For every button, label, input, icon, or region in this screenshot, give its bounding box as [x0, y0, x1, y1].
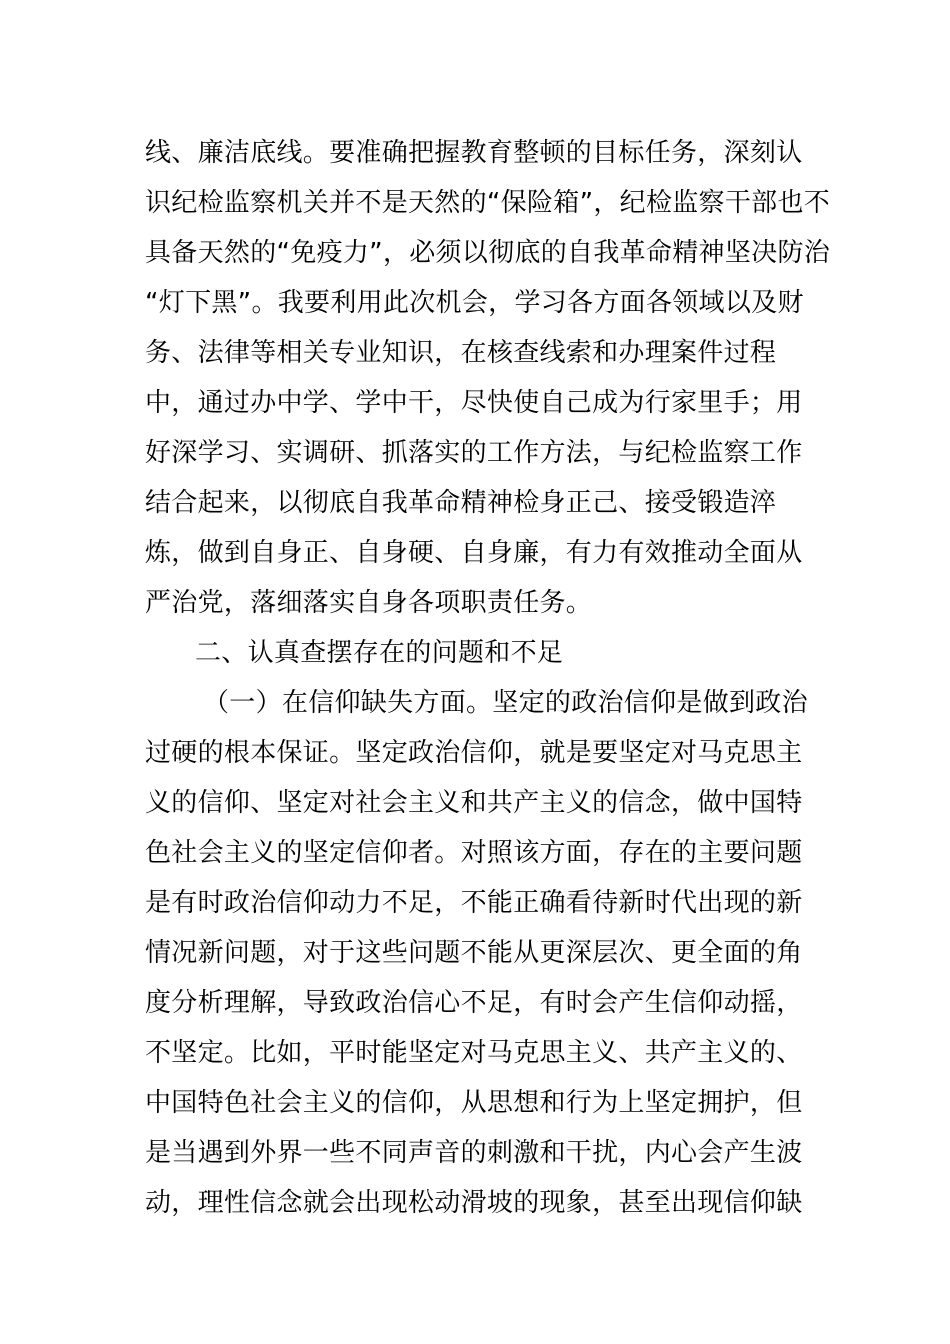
- text-line: 情况新问题，对于这些问题不能从更深层次、更全面的角: [145, 938, 803, 968]
- text-line: 义的信仰、坚定对社会主义和共产主义的信念，做中国特: [145, 788, 803, 818]
- section-heading: 二、认真查摆存在的问题和不足: [195, 638, 564, 668]
- text-line: 好深学习、实调研、抓落实的工作方法，与纪检监察工作: [145, 438, 803, 468]
- subsection-first-line: （一）在信仰缺失方面。坚定的政治信仰是做到政治: [203, 688, 808, 718]
- text-line: “灯下黑”。我要利用此次机会，学习各方面各领域以及财: [145, 288, 804, 318]
- text-line: 识纪检监察机关并不是天然的“保险箱”，纪检监察干部也不: [145, 188, 831, 218]
- text-line: 不坚定。比如，平时能坚定对马克思主义、共产主义的、: [145, 1038, 803, 1068]
- text-line: 结合起来，以彻底自我革命精神检身正己、接受锻造淬: [145, 488, 777, 518]
- text-line: 是有时政治信仰动力不足，不能正确看待新时代出现的新: [145, 888, 803, 918]
- text-line: 线、廉洁底线。要准确把握教育整顿的目标任务，深刻认: [145, 138, 803, 168]
- text-line: 度分析理解，导致政治信心不足，有时会产生信仰动摇，: [145, 988, 803, 1018]
- text-line: 严治党，落细落实自身各项职责任务。: [145, 588, 593, 618]
- text-line: 动，理性信念就会出现松动滑坡的现象，甚至出现信仰缺: [145, 1188, 803, 1218]
- text-line: 中，通过办中学、学中干，尽快使自己成为行家里手；用: [145, 388, 803, 418]
- text-line: 过硬的根本保证。坚定政治信仰，就是要坚定对马克思主: [145, 738, 803, 768]
- text-line: 炼，做到自身正、自身硬、自身廉，有力有效推动全面从: [145, 538, 803, 568]
- text-line: 色社会主义的坚定信仰者。对照该方面，存在的主要问题: [145, 838, 803, 868]
- text-line: 是当遇到外界一些不同声音的刺激和干扰，内心会产生波: [145, 1138, 803, 1168]
- text-line: 具备天然的“免疫力”，必须以彻底的自我革命精神坚决防治: [145, 238, 831, 268]
- text-line: 务、法律等相关专业知识，在核查线索和办理案件过程: [145, 338, 777, 368]
- text-line: 中国特色社会主义的信仰，从思想和行为上坚定拥护，但: [145, 1088, 803, 1118]
- body-text: [145, 128, 831, 1228]
